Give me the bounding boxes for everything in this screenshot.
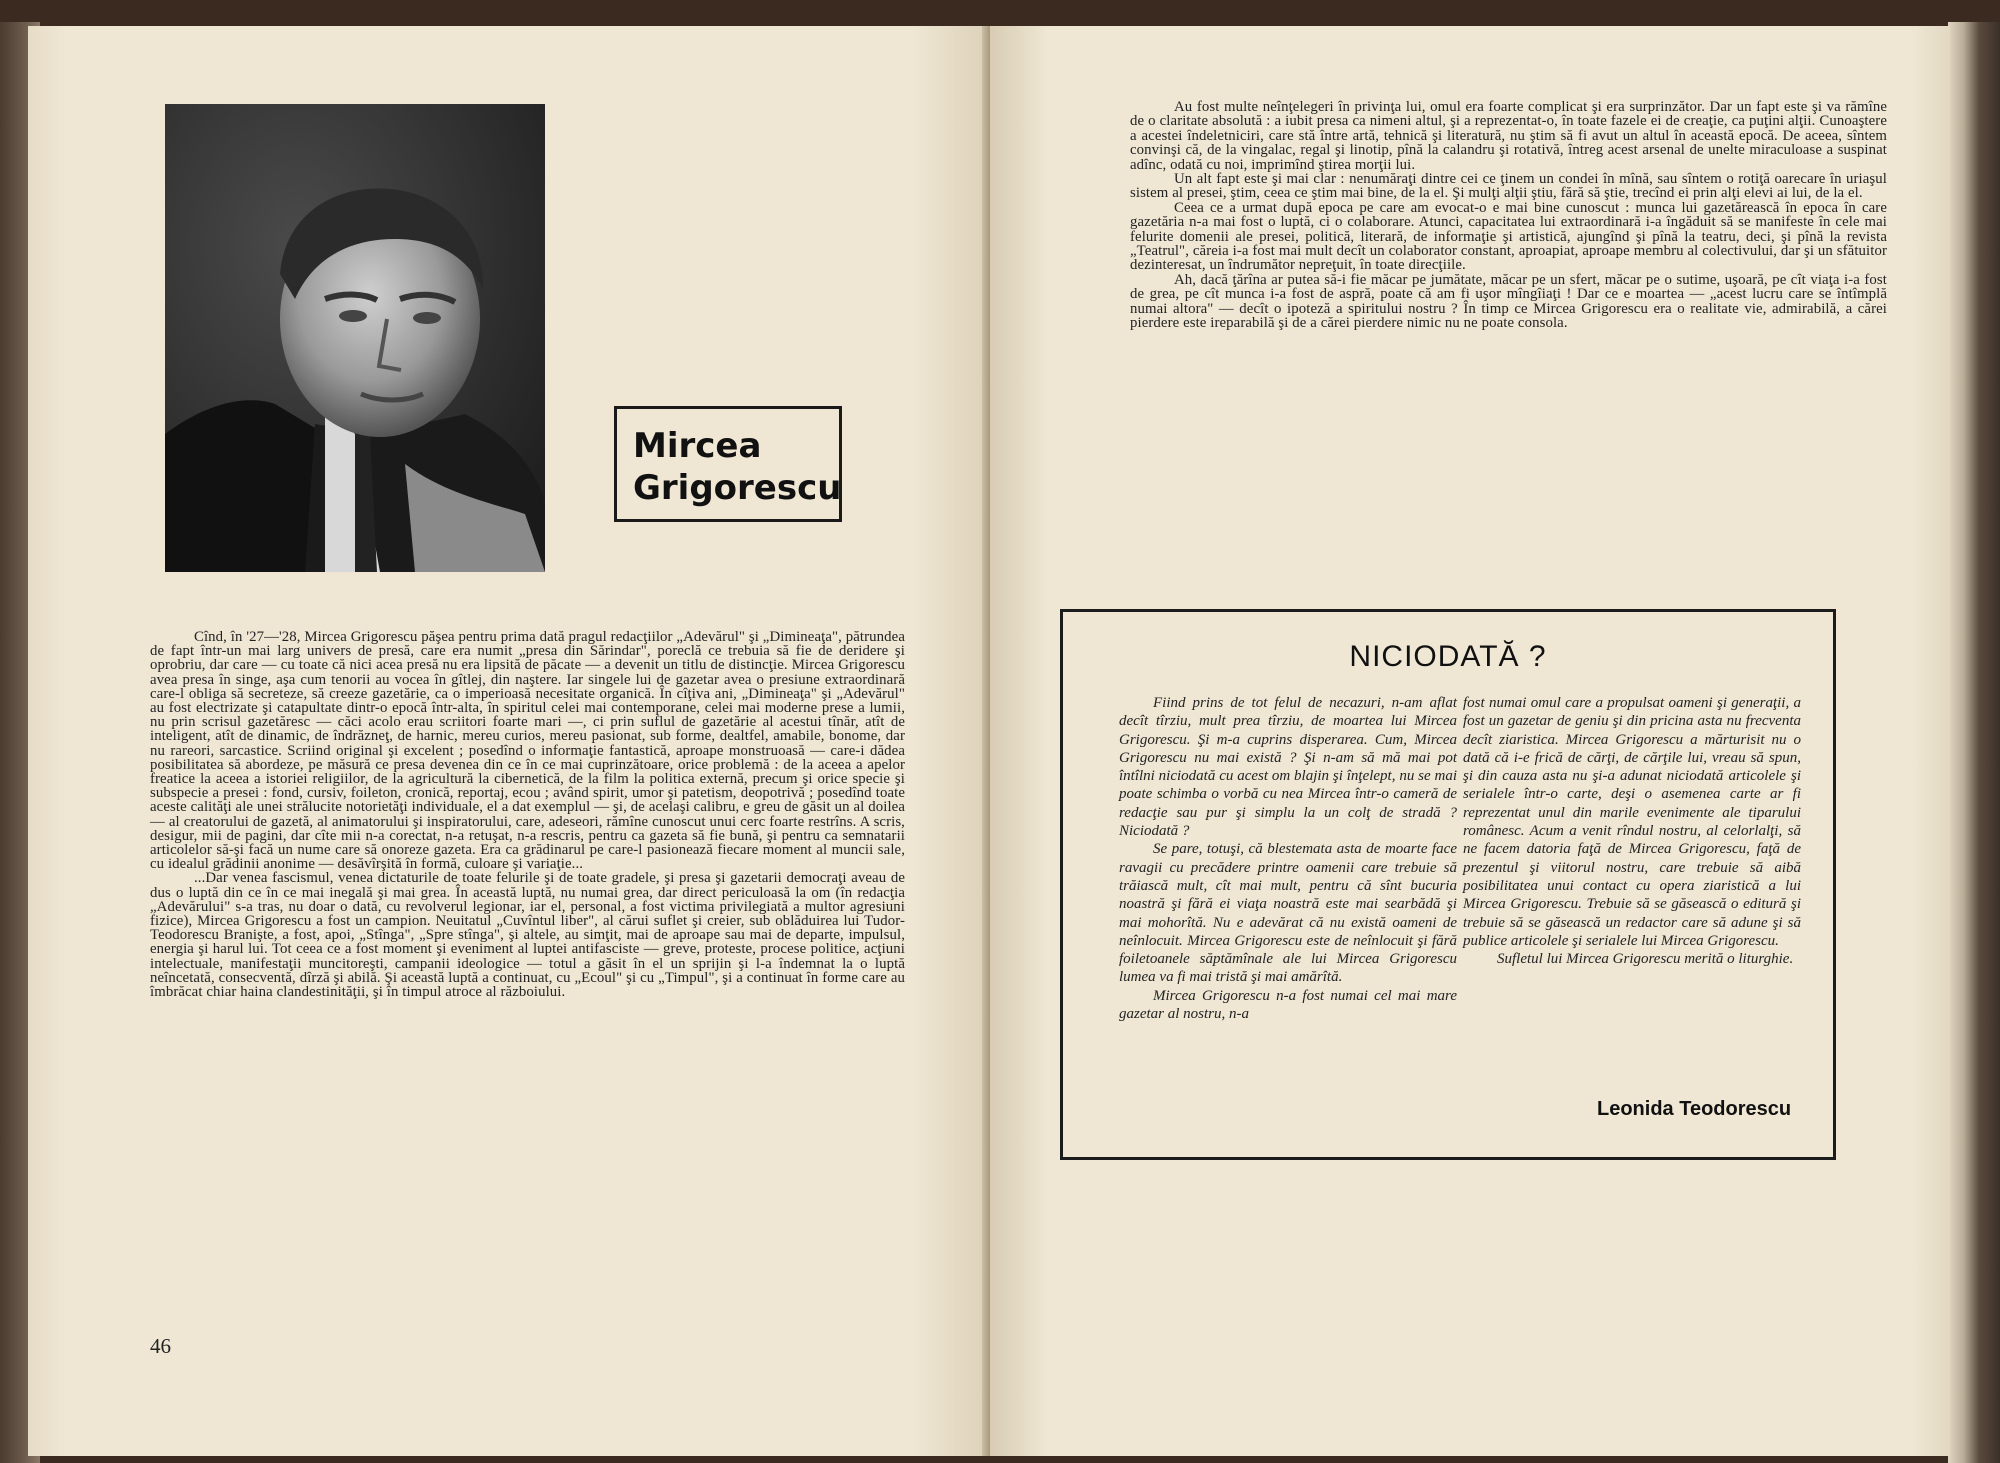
sidebar-box-niciodata — [1060, 609, 1836, 1160]
right-article-body — [1130, 100, 1887, 331]
article-title-box — [614, 406, 842, 522]
article-paragraph: ...Dar venea fascismul, venea dictaturile de toate felurile şi de toate gradele, şi presa şi gazetarii democraţi aveau de dus o luptă din ce în ce mai inegală şi mai grea. În această luptă, nu numai grea, dar direct periculoasă la om (în redacţia „Adevărului" s-a tras, nu doar o dată, cu revolverul legionar, iar el, personal, a fost victima privilegiată a multor agresiuni fizice), Mircea Grigorescu a fost un campion. Neuitatul „Cuvîntul liber", al cărui suflet şi creier, sub oblăduirea lui Tudor-Teodorescu Branişte, a fost, apoi, „Stînga", „Spre stînga", şi altele, au simţit, mai de aproape sau mai de departe, impulsul, energia şi harul lui. Tot ceea ce a fost moment şi eveniment al luptei antifasciste — greve, proteste, procese politice, acţiuni intelectuale, manifestaţii muncitoreşti, campanii ideologice — totul a găsit în el un sprijin şi l-a îndemnat la o luptă neîncetată, consecventă, dîrză şi abilă. Şi această luptă a continuat, cu „Ecoul" şi cu „Timpul", şi a continuat în forme care au îmbrăcat chiar haina clandestinităţii, şi în timpul atroce al războiului. — [150, 870, 905, 1001]
page-number: 46 — [150, 1334, 171, 1358]
box-column-1 — [1119, 694, 1457, 1023]
box-paragraph: Sufletul lui Mircea Grigorescu merită o liturghie. — [1497, 951, 1794, 968]
article-title-line1: Mircea — [633, 426, 762, 466]
book-cover-edge-right — [1948, 22, 2000, 1463]
article-paragraph: Ah, dacă ţărîna ar putea să-i fie măcar pe jumătate, măcar pe un sfert, măcar pe o sutime, uşoară, pe cît viaţa i-a fost de grea, pe cît munca i-a fost de aspră, poate că am fi uşor mîngîiaţi ! Dar ce e moartea — „acest lucru care se întîmplă numai altora" — decît o ipoteză a spiritului nostru ? În timp ce Mircea Grigorescu era o realitate vie, admirabilă, a cărei pierdere este ireparabilă şi de a cărei pierdere nimic nu ne poate consola. — [1130, 271, 1887, 332]
box-paragraph: fost numai omul care a propulsat oameni şi generaţii, a fost un gazetar de geniu şi din pricina asta nu frecventa decît ziaristica. Mircea Grigorescu a mărturisit nu o dată că i-e frică de cărţi, de cărţile lui, vreau să spun, şi din cauza asta nu şi-a adunat niciodată articolele şi serialele într-o carte, deşi o asemenea carte ar fi reprezentat unul din marile evenimente ale tiparului românesc. Acum a venit rîndul nostru, al celorlalţi, să ne facem datoria faţă de Mircea Grigorescu, faţă de prezentul şi viitorul nostru, care trebuie să aibă posibilitatea unui contact cu opera ziaristică a lui Mircea Grigorescu. Trebuie să se găsească o editură şi trebuie să se găsească un redactor care să adune şi să publice articolele şi serialele lui Mircea Grigorescu. — [1463, 695, 1801, 949]
box-column-2 — [1463, 694, 1801, 968]
portrait-photo — [165, 104, 545, 572]
left-article-body — [150, 630, 905, 999]
box-paragraph: Fiind prins de tot felul de necazuri, n-am aflat decît tîrziu, mult prea tîrziu, de moartea lui Mircea Grigorescu. Şi m-a cuprins disperarea. Cum, Mircea Grigorescu nu mai există ? Şi n-am să mă mai pot întîlni niciodată cu acest om blajin şi înţelept, nu se mai poate schimba o vorbă cu nea Mircea într-o cameră de redacţie sau pur şi simplu la un colţ de stradă ? Niciodată ? — [1119, 695, 1457, 840]
article-paragraph: Cînd, în '27—'28, Mircea Grigorescu păşea pentru prima dată pragul redacţiilor „Adevărul" şi „Dimineaţa", pătrundea de fapt într-un mai larg univers de presă, care era numit „presa din Sărindar", poreclă ce trebuia să fie de deridere şi oprobriu, dar care — cu toate că nici acea presă nu era lipsită de păcate — a devenit un titlu de distincţie. Mircea Grigorescu avea presa în singe, aşa cum tenorii au vocea în gîtlej, din naştere. Iar singele lui de gazetar avea o presiune extraordinară care-l obliga să secreteze, să creeze gazetărie, ca o imperioasă necesitate organică. În cîţiva ani, „Dimineaţa" şi „Adevărul" au fost electrizate şi catapultate dintr-o epocă într-alta, în spiritul celei mai contemporane, celei mai moderne prese a lumii, nu prin scrisul gazetăresc — căci acolo erau scriitori foarte mari —, ci prin suflul de gazetărie al acestui tînăr, atît de inteligent, atît de dinamic, de îndrăzneţ, de harnic, mereu curios, mereu pasionat, sub forme, dealtfel, amabile, bonome, dar nu rareori, sarcastice. Scriind original şi excelent ; posedînd o informaţie fantastică, aproape monstruoasă — care-i dădea posibilitatea să abordeze, pe măsură ce presa devenea din ce în ce mai cuprinzătoare, orice problemă : de la aceea a apelor freatice la aceea a istoriei religiilor, de la agricultură la cibernetică, de la film la politica externă, precum şi orice specie şi subspecie a presei : fond, cursiv, foileton, cronică, reportaj, ecou ; având spirit, umor şi patetism, deopotrivă ; posedînd toate aceste calităţi ale unei strălucite notorietăţi individuale, el a dat exemplul — şi, de acelaşi calibru, e greu de găsit un al doilea — al creatorului de gazetă, al animatorului şi inspiratorului, care, adeseori, rămîne cunoscut unui cerc foarte restrîns. A scris, desigur, mii de pagini, dar cîte mii n-a corectat, n-a retuşat, n-a rescris, pentru ca gazeta să fie bună, şi pentru ca semnatarii articolelor să-şi facă un nume care să onoreze gazeta. Era ca grădinarul pe care-l pasionează fiecare moment al muncii sale, cu idealul grădinii anonime — desăvîrşită în formă, culoare şi variaţie... — [150, 629, 905, 873]
article-paragraph: Un alt fapt este şi mai clar : nenumăraţi dintre cei ce ţinem un condei în mînă, sau sîntem o rotiţă oarecare în uriaşul sistem al presei, ştim, ceea ce ştim mai bine, de la el. Şi mulţi alţii ştiu, fără să ştie, trecînd ei prin alţi elevi ai lui, de la el. — [1130, 171, 1887, 202]
article-paragraph: Au fost multe neînţelegeri în privinţa lui, omul era foarte complicat şi era surprinzător. Dar un fapt este şi va rămîne de o claritate absolută : a iubit presa ca nimeni altul, şi a reprezentat-o, în toate fazele ei de creaţie, ca puţini alţii. Cunoaştere a acestei îndeletniciri, care stă între artă, tehnică şi literatură, nu ştim să fi avut un altul în această epocă. De aceea, sîntem convinşi că, de la vingalac, regal şi linotip, pînă la calandru şi rotativă, întreg acest arsenal de unelte miraculoase a suspinat adînc, odată cu noi, imprimînd ştirea morţii lui. — [1130, 99, 1887, 173]
box-title: NICIODATĂ ? — [1349, 640, 1547, 673]
article-title-line2: Grigorescu — [633, 468, 842, 508]
box-paragraph: Mircea Grigorescu n-a fost numai cel mai mare gazetar al nostru, n-a — [1119, 987, 1457, 1023]
box-paragraph: Se pare, totuşi, că blestemata asta de moarte face ravagii cu precădere printre oamenii care trebuie să trăiască mult, cît mai mult, pentru că sînt bucuria noastră şi fără ei viaţa noastră este mai searbădă şi mai mohorîtă. Nu e adevărat că nu există oameni de neînlocuit. Mircea Grigorescu este de neînlocuit şi fără foiletoanele săptămînale ale lui Mircea Grigorescu lumea va fi mai tristă şi mai amărîtă. — [1119, 841, 1457, 986]
author-signature: Leonida Teodorescu — [1597, 1098, 1792, 1120]
article-paragraph: Ceea ce a urmat după epoca pe care am evocat-o e mai bine cunoscut : munca lui gazetărească în epoca în care gazetăria n-a mai fost o luptă, ci o colaborare. Atunci, capacitatea lui extraordinară i-a îngăduit să se manifeste în cele mai felurite domenii ale presei, politică, literară, de informaţie şi artistică, ajungînd şi pînă la teatru, deci, şi pînă la revista „Teatrul", căreia i-a fost mai mult decît un colaborator constant, aproapiat, aproape membru al colectivului, dar şi un sfătuitor dezinteresat, un îndrumător nepreţuit, în toate direcţiile. — [1130, 199, 1887, 274]
